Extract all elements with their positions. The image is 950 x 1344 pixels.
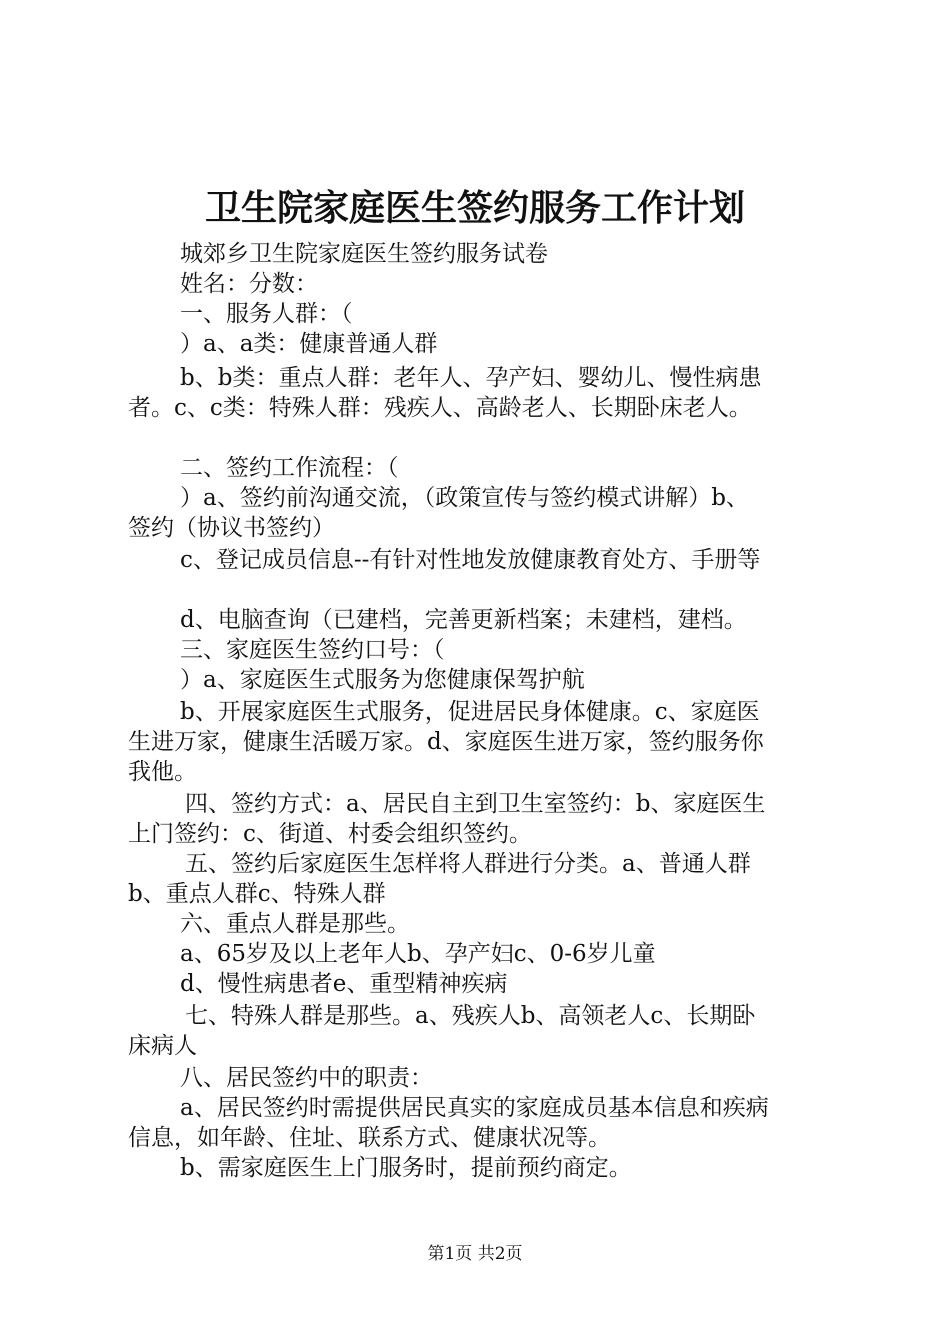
paragraph-line: 生进万家，健康生活暖万家。d、家庭医生进万家，签约服务你 — [128, 729, 764, 755]
paragraph-line: 姓名：分数： — [180, 271, 318, 297]
paragraph-line: b、开展家庭医生式服务，促进居民身体健康。c、家庭医 — [180, 699, 760, 725]
paragraph-line: 者。c、c类：特殊人群：残疾人、高龄老人、长期卧床老人。 — [128, 395, 752, 421]
paragraph-line: 我他。 — [128, 759, 197, 785]
page-footer: 第1页 共2页 — [427, 1244, 523, 1264]
section-heading: 二、签约工作流程：（ — [180, 455, 399, 481]
paragraph-line: d、电脑查询（已建档，完善更新档案；未建档，建档。 — [180, 607, 747, 633]
section-heading: 五、签约后家庭医生怎样将人群进行分类。a、普通人群 — [185, 851, 751, 877]
paragraph-line: 床病人 — [128, 1033, 197, 1059]
paragraph-line: d、慢性病患者e、重型精神疾病 — [180, 971, 508, 997]
paragraph-line: b、需家庭医生上门服务时，提前预约商定。 — [180, 1155, 632, 1181]
paragraph-line: 城郊乡卫生院家庭医生签约服务试卷 — [180, 241, 548, 267]
paragraph-line: b、重点人群c、特殊人群 — [128, 881, 386, 907]
paragraph-line: a、居民签约时需提供居民真实的家庭成员基本信息和疾病 — [180, 1095, 769, 1121]
paragraph-line: ）a、家庭医生式服务为您健康保驾护航 — [180, 667, 585, 693]
paragraph-line: 上门签约：c、街道、村委会组织签约。 — [128, 821, 532, 847]
paragraph-line: ）a、签约前沟通交流，（政策宣传与签约模式讲解）b、 — [180, 485, 749, 511]
paragraph-line: a、65岁及以上老年人b、孕产妇c、0-6岁儿童 — [180, 941, 656, 967]
section-heading: 四、签约方式：a、居民自主到卫生室签约：b、家庭医生 — [185, 791, 766, 817]
section-heading: 七、特殊人群是那些。a、残疾人b、高领老人c、长期卧 — [185, 1003, 756, 1029]
section-heading: 一、服务人群：（ — [180, 301, 353, 327]
section-heading: 八、居民签约中的职责： — [180, 1065, 433, 1091]
paragraph-line: c、登记成员信息--有针对性地发放健康教育处方、手册等 — [180, 547, 761, 573]
paragraph-line: b、b类：重点人群：老年人、孕产妇、婴幼儿、慢性病患 — [180, 365, 762, 391]
section-heading: 三、家庭医生签约口号：（ — [180, 637, 445, 663]
document-title: 卫生院家庭医生签约服务工作计划 — [204, 187, 745, 229]
paragraph-line: 信息，如年龄、住址、联系方式、健康状况等。 — [128, 1125, 611, 1151]
paragraph-line: 签约（协议书签约） — [128, 515, 335, 541]
section-heading: 六、重点人群是那些。 — [180, 911, 410, 937]
paragraph-line: ）a、a类：健康普通人群 — [180, 331, 438, 357]
